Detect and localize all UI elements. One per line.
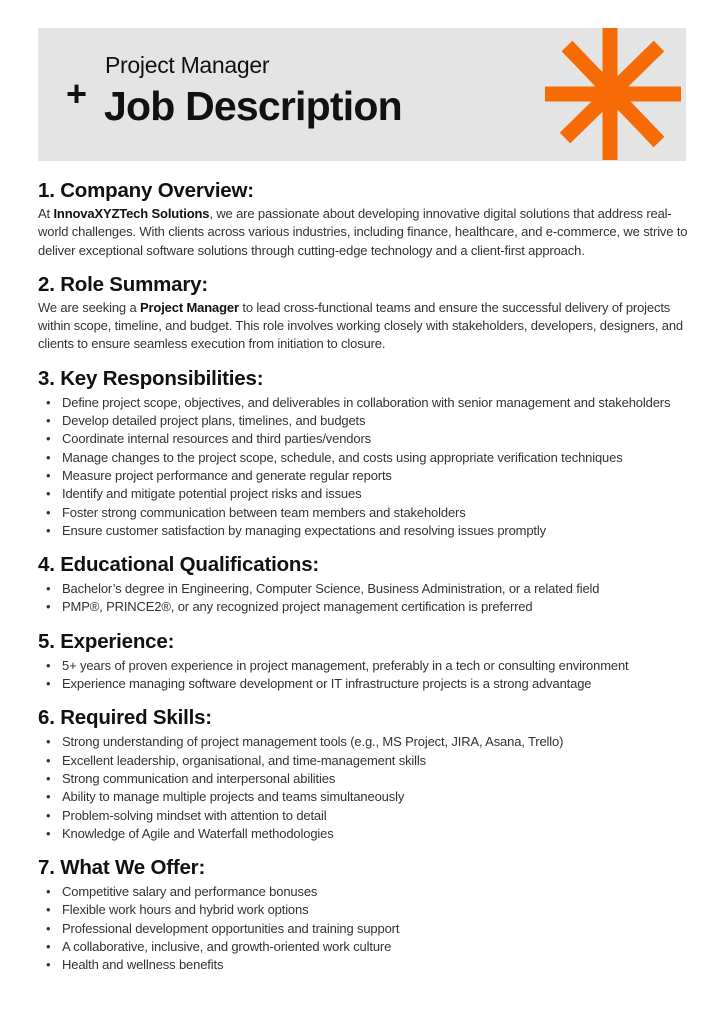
list-item: • Ensure customer satisfaction by managing expectations and resolving issues promptly: [62, 522, 688, 540]
list-item: • Identify and mitigate potential project risks and issues: [62, 485, 688, 503]
section-experience: [38, 629, 688, 694]
section-key-responsibilities: [38, 366, 688, 540]
list-item: • Competitive salary and performance bonuses: [62, 883, 688, 901]
list-item: • PMP®, PRINCE2®, or any recognized project management certification is preferred: [62, 598, 688, 616]
experience-list: [38, 657, 688, 694]
skills-list: [38, 733, 688, 843]
role-name: Project Manager: [140, 299, 239, 315]
section-heading: 1. Company Overview:: [38, 179, 254, 202]
list-item: • Define project scope, objectives, and deliverables in collaboration with senior management and stakeholders: [62, 394, 688, 412]
section-role-summary: [38, 272, 688, 354]
section-heading: 2. Role Summary:: [38, 272, 208, 296]
list-item: • Develop detailed project plans, timelines, and budgets: [62, 412, 688, 430]
document-body: [38, 178, 688, 987]
offer-list: [38, 883, 688, 974]
text-run: At: [38, 206, 54, 221]
section-what-we-offer: [38, 855, 688, 974]
job-subtitle: Project Manager: [105, 52, 270, 78]
list-item: • Strong understanding of project management tools (e.g., MS Project, JIRA, Asana, Trello): [62, 733, 688, 751]
list-item: • Coordinate internal resources and third parties/vendors: [62, 430, 688, 448]
section-company-overview: [38, 178, 688, 260]
list-item: • Manage changes to the project scope, schedule, and costs using appropriate verification techniques: [62, 449, 688, 467]
text-run: We are seeking a: [38, 299, 140, 315]
section-required-skills: [38, 705, 688, 843]
list-item: • Foster strong communication between team members and stakeholders: [62, 504, 688, 522]
section-heading: 3. Key Responsibilities:: [38, 366, 264, 390]
list-item: • Bachelor’s degree in Engineering, Computer Science, Business Administration, or a related field: [62, 580, 688, 598]
list-item: • Problem-solving mindset with attention to detail: [62, 807, 688, 825]
section-heading: 7. What We Offer:: [38, 856, 206, 880]
role-summary-text: [38, 299, 688, 354]
list-item: • Excellent leadership, organisational, and time-management skills: [62, 752, 688, 770]
list-item: • Knowledge of Agile and Waterfall methodologies: [62, 825, 688, 843]
company-overview-text: [38, 205, 688, 260]
list-item: • 5+ years of proven experience in project management, preferably in a tech or consulting environment: [62, 657, 688, 675]
qualifications-list: [38, 580, 688, 617]
list-item: • A collaborative, inclusive, and growth-oriented work culture: [62, 938, 688, 956]
section-heading: 6. Required Skills:: [38, 706, 212, 730]
list-item: • Ability to manage multiple projects and teams simultaneously: [62, 788, 688, 806]
list-item: • Measure project performance and generate regular reports: [62, 467, 688, 485]
asterisk-icon: [540, 22, 690, 172]
list-item: • Strong communication and interpersonal abilities: [62, 770, 688, 788]
responsibilities-list: [38, 394, 688, 540]
plus-icon: +: [66, 73, 88, 114]
section-heading: 5. Experience:: [38, 629, 175, 653]
list-item: • Health and wellness benefits: [62, 956, 688, 974]
list-item: • Professional development opportunities and training support: [62, 920, 688, 938]
text-run: to lead cross-functional teams and ensure the successful delivery of projects within scope, timeline, and budget. This role involves working closely with stakeholders, developers, designers, and clients to ensure seamless execution from initiation to closure.: [38, 299, 683, 352]
section-heading: 4. Educational Qualifications:: [38, 553, 320, 577]
page-title: Job Description: [104, 83, 402, 129]
text-run: , we are passionate about developing innovative digital solutions that address real-world challenges. With clients across various industries, including finance, healthcare, and e-commerce, we strive to deliver exceptional software solutions through cutting-edge technology and a client-first approach.: [38, 206, 688, 258]
list-item: • Flexible work hours and hybrid work options: [62, 901, 688, 919]
company-name: InnovaXYZTech Solutions: [53, 206, 210, 221]
list-item: • Experience managing software development or IT infrastructure projects is a strong advantage: [62, 675, 688, 693]
section-educational-qualifications: [38, 552, 688, 617]
